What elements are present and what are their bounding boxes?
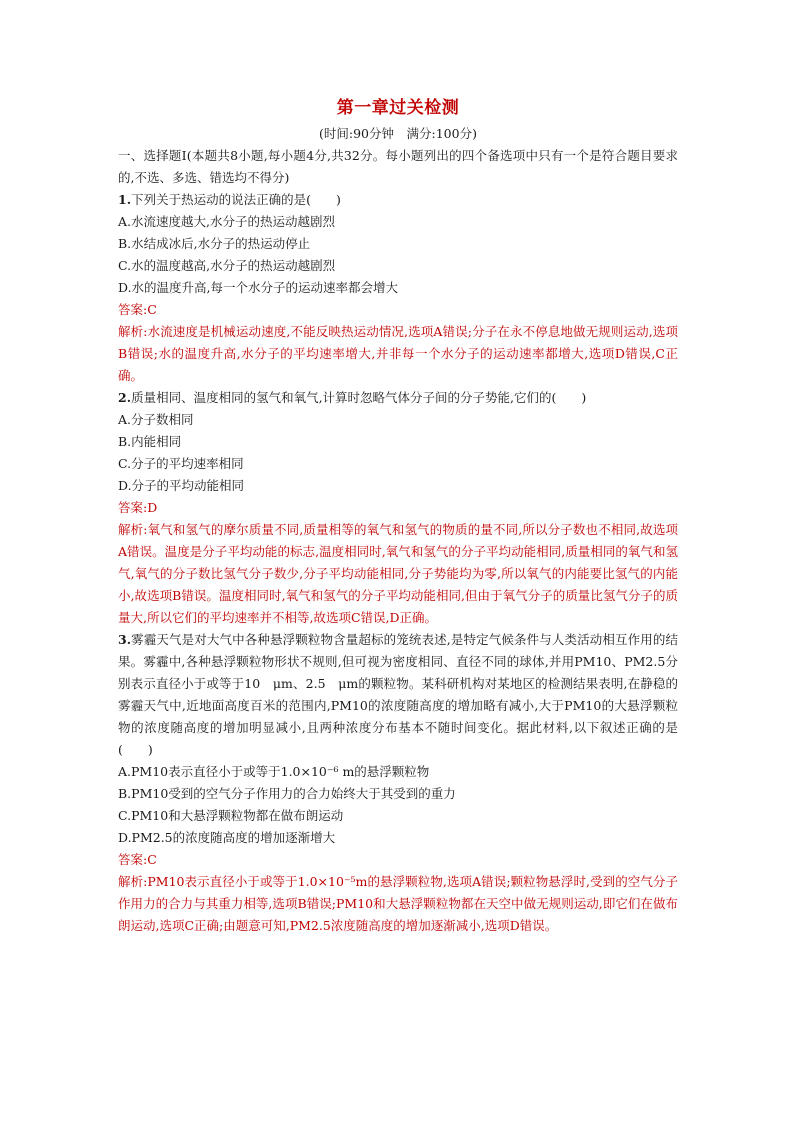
question-text: 下列关于热运动的说法正确的是( ) xyxy=(131,192,341,207)
page-title: 第一章过关检测 xyxy=(336,98,460,118)
question-number: 1. xyxy=(118,192,132,207)
explanation-label: 解析: xyxy=(118,324,148,339)
answer-value: C xyxy=(147,852,157,867)
option-d: D.分子的平均动能相同 xyxy=(118,478,245,493)
answer-value: D xyxy=(147,500,158,515)
explanation xyxy=(118,321,678,387)
option-d: D.水的温度升高,每一个水分子的运动速率都会增大 xyxy=(118,280,399,295)
answer-line xyxy=(118,497,678,519)
answer-value: C xyxy=(147,302,157,317)
question-number: 2. xyxy=(118,390,132,405)
option-b: B.内能相同 xyxy=(118,434,182,449)
answer-label: 答案: xyxy=(118,500,148,515)
question-3 xyxy=(118,629,678,937)
option-c: C.PM10和大悬浮颗粒物都在做布朗运动 xyxy=(118,808,344,823)
option-b: B.水结成冰后,水分子的热运动停止 xyxy=(118,236,311,251)
answer-label: 答案: xyxy=(118,852,148,867)
option-b: B.PM10受到的空气分子作用力的合力始终大于其受到的重力 xyxy=(118,786,456,801)
option-a: A.PM10表示直径小于或等于1.0×10⁻⁶ m的悬浮颗粒物 xyxy=(118,764,430,779)
answer-label: 答案: xyxy=(118,302,148,317)
answer-line xyxy=(118,299,678,321)
explanation-text: PM10表示直径小于或等于1.0×10⁻⁵m的悬浮颗粒物,选项A错误;颗粒物悬浮时,受到的空气分子作用力的合力与其重力相等,选项B错误;PM10和大悬浮颗粒物都在天空中做无规则运动,即它们在做布朗运动,选项C正确;由题意可知,PM2.5浓度随高度的增加逐渐减小,选项D错误。 xyxy=(118,874,678,933)
answer-line xyxy=(118,849,678,871)
question-2 xyxy=(118,387,678,629)
question-stem xyxy=(118,387,678,409)
option-c: C.水的温度越高,水分子的热运动越剧烈 xyxy=(118,258,336,273)
question-number: 3. xyxy=(118,632,132,647)
explanation xyxy=(118,519,678,629)
exam-time-score: (时间:90分钟 满分:100分) xyxy=(319,126,477,141)
question-text: 质量相同、温度相同的氢气和氧气,计算时忽略气体分子间的分子势能,它们的( ) xyxy=(131,390,587,405)
option-a: A.分子数相同 xyxy=(118,412,194,427)
document-page xyxy=(118,96,678,937)
question-stem xyxy=(118,629,678,761)
explanation-text: 水流速度是机械运动速度,不能反映热运动情况,选项A错误;分子在永不停息地做无规则运动,选项B错误;水的温度升高,水分子的平均速率增大,并非每一个水分子的运动速率都增大,选项D错误,C正确。 xyxy=(118,324,678,383)
question-1 xyxy=(118,189,678,387)
option-c: C.分子的平均速率相同 xyxy=(118,456,244,471)
question-text: 雾霾天气是对大气中各种悬浮颗粒物含量超标的笼统表述,是特定气候条件与人类活动相互作用的结果。雾霾中,各种悬浮颗粒物形状不规则,但可视为密度相同、直径不同的球体,并用PM10、PM2.5分别表示直径小于或等于10 μm、2.5 μm的颗粒物。某科研机构对某地区的检测结果表明,在静稳的雾霾天气中,近地面高度百米的范围内,PM10的浓度随高度的增加略有减小,大于PM10的大悬浮颗粒物的浓度随高度的增加明显减小,且两种浓度分布基本不随时间变化。据此材料,以下叙述正确的是( ) xyxy=(118,632,678,757)
option-a: A.水流速度越大,水分子的热运动越剧烈 xyxy=(118,214,335,229)
explanation-label: 解析: xyxy=(118,522,148,537)
option-d: D.PM2.5的浓度随高度的增加逐渐增大 xyxy=(118,830,336,845)
explanation-text: 氧气和氢气的摩尔质量不同,质量相等的氧气和氢气的物质的量不同,所以分子数也不相同,故选项A错误。温度是分子平均动能的标志,温度相同时,氧气和氢气的分子平均动能相同,质量相同的氧气和氢气,氧气的分子数比氢气分子数少,分子平均动能相同,分子势能均为零,所以氧气的内能要比氢气的内能小,故选项B错误。温度相同时,氧气和氢气的分子平均动能相同,但由于氧气分子的质量比氢气分子的质量大,所以它们的平均速率并不相等,故选项C错误,D正确。 xyxy=(118,522,678,625)
explanation-label: 解析: xyxy=(118,874,148,889)
question-stem xyxy=(118,189,678,211)
section-heading: 一、选择题Ⅰ(本题共8小题,每小题4分,共32分。每小题列出的四个备选项中只有一个是符合题目要求的,不选、多选、错选均不得分) xyxy=(118,148,678,185)
explanation xyxy=(118,871,678,937)
